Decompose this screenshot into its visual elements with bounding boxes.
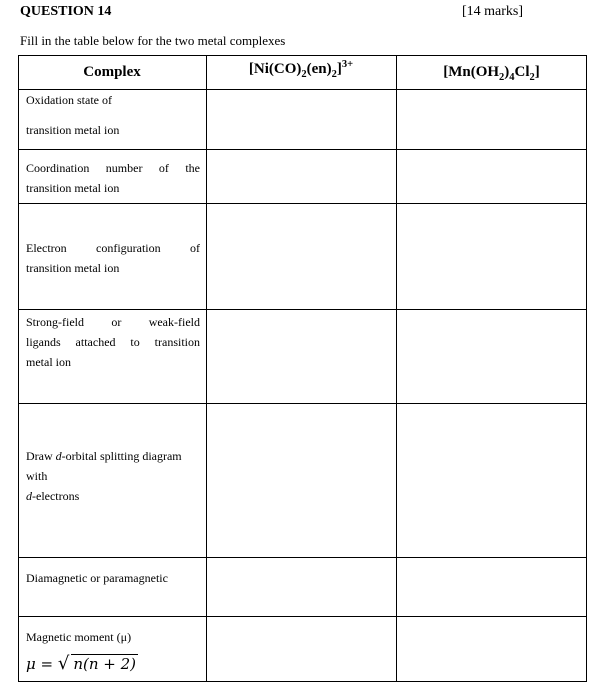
table-row — [18, 558, 587, 617]
complex-table — [18, 55, 587, 682]
row-label-coordination: Coordination number of the — [26, 161, 200, 175]
row-label-splitting-diagram: Draw d-orbital splitting diagram — [26, 449, 182, 463]
table-row: Draw d-orbital splitting diagram with d-electrons — [18, 404, 587, 558]
table-row: Oxidation state of transition metal ion — [18, 90, 587, 150]
table-row: Electron configuration of transition metal ion — [18, 204, 587, 310]
table-header-row — [18, 55, 587, 90]
header-complex: Complex — [83, 64, 141, 80]
question-instruction: Fill in the table below for the two metal complexes — [20, 33, 286, 48]
magnetic-moment-formula: μ = √ n(n + 2) — [26, 653, 137, 674]
table-row — [18, 617, 587, 682]
row-label-magnetism: Diamagnetic or paramagnetic — [26, 571, 168, 585]
header-complex-ni: $[Ni(CO)_2(en)_2]^{3+}$ — [248, 59, 354, 80]
row-label-electron-config: Electron configuration of — [26, 241, 200, 255]
table-row: Coordination number of the transition metal ion — [18, 150, 587, 204]
header-complex-mn: $[Mn(OH_2)_4Cl_2]$ — [443, 64, 540, 83]
question-marks: [14 marks] — [462, 4, 524, 19]
table-row: Strong-field or weak-field ligands attached to transition metal ion — [18, 310, 587, 404]
row-label-field-strength: Strong-field or weak-field — [26, 315, 200, 329]
row-label-oxidation: Oxidation state of — [26, 93, 112, 107]
row-label-magnetic-moment: Magnetic moment (μ) — [26, 630, 132, 644]
question-title: QUESTION 14 — [20, 4, 112, 19]
